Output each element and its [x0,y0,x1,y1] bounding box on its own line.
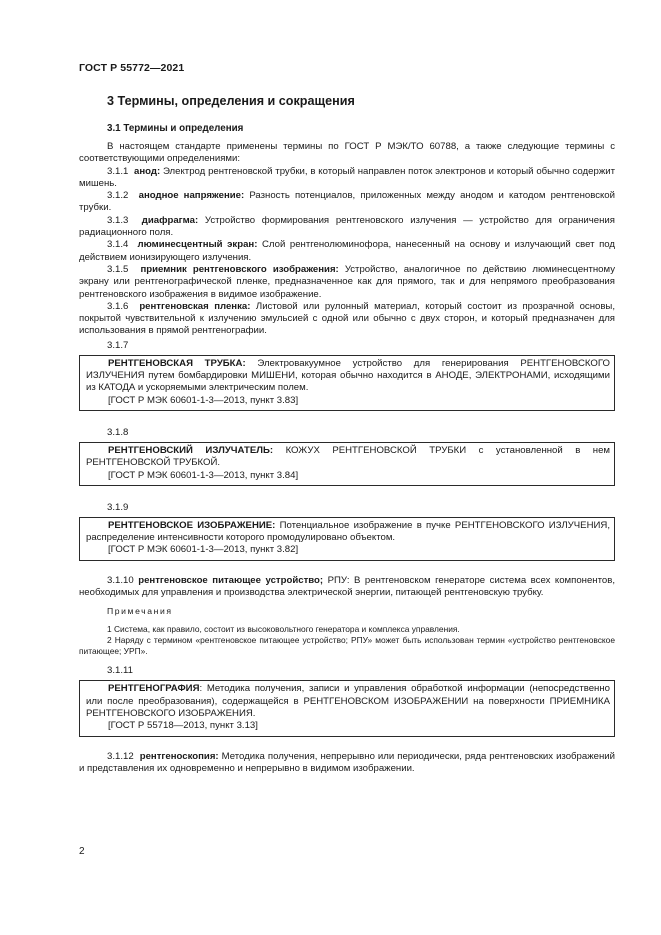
term-number: 3.1.6 [107,300,129,312]
term-3-1-5 [79,264,615,301]
note-2: 2 Наряду с термином «рентгеновское питающее устройство; РПУ» может быть использован термин «устройство рентгеновское питающее; УРП». [79,635,615,657]
term-3-1-3 [79,215,615,240]
term-3-1-12 [79,751,615,776]
term-3-1-4 [79,239,615,264]
document-code: ГОСТ Р 55772—2021 [79,62,185,74]
term-definition: Устройство, аналогичное по действию люминесцентному экрану или рентгенографической пленке, предназначенное как для прямого, так и для непрямого преобразования рентгеновского изображения в видимое изображение. [79,263,615,300]
note-1: 1 Система, как правило, состоит из высоковольтного генератора и комплекса управления. [107,624,460,635]
boxed-term-3-1-7 [79,355,615,411]
term-definition: КОЖУХ РЕНТГЕНОВСКОЙ ТРУБКИ с установленной в нем РЕНТГЕНОВСКОЙ ТРУБКОЙ. [86,444,611,469]
term-3-1-2 [79,190,615,215]
boxed-definition [86,445,610,470]
clause-number-3-1-9: 3.1.9 [107,501,129,513]
clause-number-3-1-7: 3.1.7 [107,339,129,351]
term-definition: Слой рентгенолюминофора, нанесенный на основу и излучающий свет под действием ионизирующего излучения. [79,239,615,263]
term-name: диафрагма: [141,214,199,226]
boxed-term-3-1-8 [79,442,615,486]
term-source: [ГОСТ Р МЭК 60601-1-3—2013, пункт 3.84] [108,469,299,481]
term-definition: Методика получения, непрерывно или периодически, ряда рентгеновских изображений и представления их одновременно и непрерывно в видимом изображении. [79,750,615,774]
page-content [79,93,615,775]
subsection-title: 3.1 Термины и определения [107,123,244,134]
term-number: 3.1.1 [107,165,129,177]
term-name: анод: [134,165,161,177]
section-title: 3 Термины, определения и сокращения [107,94,355,108]
term-definition: Электрод рентгеновской трубки, в который направлен поток электронов и который обычно содержит мишень. [79,165,615,189]
boxed-definition [86,683,610,720]
term-number: 3.1.2 [107,190,129,202]
clause-number-3-1-8: 3.1.8 [107,426,129,438]
intro-paragraph: В настоящем стандарте применены термины по ГОСТ Р МЭК/ТО 60788, а также следующие термины с соответствующими определениями: [79,141,615,165]
term-source: [ГОСТ Р МЭК 60601-1-3—2013, пункт 3.83] [108,394,299,406]
term-definition: : Методика получения, записи и управления обработкой информации (непосредственно или после преобразования), содержащейся в РЕНТГЕНОВСКОМ ИЗОБРАЖЕНИИ на поверхности ПРИЕМНИКА РЕНТГЕНОВСКОГО ИЗОБРАЖЕНИЯ. [86,683,610,719]
term-definition: Электровакуумное устройство для генерирования РЕНТГЕНОВСКОГО ИЗЛУЧЕНИЯ путем бомбардировки МИШЕНИ, которая обычно находится в АНОДЕ, ЭЛЕКТРОНАМИ, исходящими из КАТОДА и ускоряемыми электрическим полем. [86,357,610,394]
term-number: 3.1.4 [107,239,129,251]
term-name: люминесцентный экран: [137,239,258,251]
clause-number-3-1-11: 3.1.11 [107,665,133,677]
notes-title: Примечания [107,606,173,617]
term-name: РЕНТГЕНОВСКИЙ ИЗЛУЧАТЕЛЬ: [108,444,274,456]
term-3-1-6 [79,301,615,338]
page-number: 2 [79,846,85,857]
term-3-1-1 [79,166,615,191]
term-definition: Листовой или рулонный материал, который состоит из прозрачной основы, покрытой чувствительной к излучению эмульсией с одной или обычно с двух сторон, и который предназначен для использования в прямой рентгенографии. [79,300,615,337]
term-number: 3.1.3 [107,214,129,226]
term-name: РЕНТГЕНОВСКОЕ ИЗОБРАЖЕНИЕ: [108,519,276,531]
boxed-term-3-1-9 [79,517,615,561]
term-name: РЕНТГЕНОВСКАЯ ТРУБКА: [108,357,246,369]
boxed-definition [86,358,610,395]
term-definition: Потенциальное изображение в пучке РЕНТГЕНОВСКОГО ИЗЛУЧЕНИЯ, распределение интенсивности которого промодулировано объектом. [86,519,610,544]
term-definition: Разность потенциалов, приложенных между анодом и катодом рентгеновской трубки. [79,190,615,214]
term-name: рентгеновская пленка: [139,300,251,312]
term-definition: Устройство формирования рентгеновского излучения — устройство для ограничения радиационного поля. [79,214,615,239]
term-number: 3.1.10 [107,574,134,586]
term-name: анодное напряжение: [138,190,245,202]
term-number: 3.1.12 [107,750,134,762]
term-source: [ГОСТ Р 55718—2013, пункт 3.13] [108,720,258,732]
term-number: 3.1.5 [107,263,129,275]
term-source: [ГОСТ Р МЭК 60601-1-3—2013, пункт 3.82] [108,544,299,556]
term-name: РЕНТГЕНОГРАФИЯ [108,683,200,695]
term-name: рентгеновское питающее устройство; [138,574,324,586]
boxed-definition [86,520,610,545]
term-definition: РПУ: В рентгеновском генераторе система всех компонентов, необходимых для управления и производства электрической энергии, питающей рентгеновскую трубку. [79,574,615,599]
term-name: рентгеноскопия: [139,750,219,762]
term-3-1-10 [79,575,615,600]
boxed-term-3-1-11 [79,680,615,736]
term-name: приемник рентгеновского изображения: [140,263,339,275]
